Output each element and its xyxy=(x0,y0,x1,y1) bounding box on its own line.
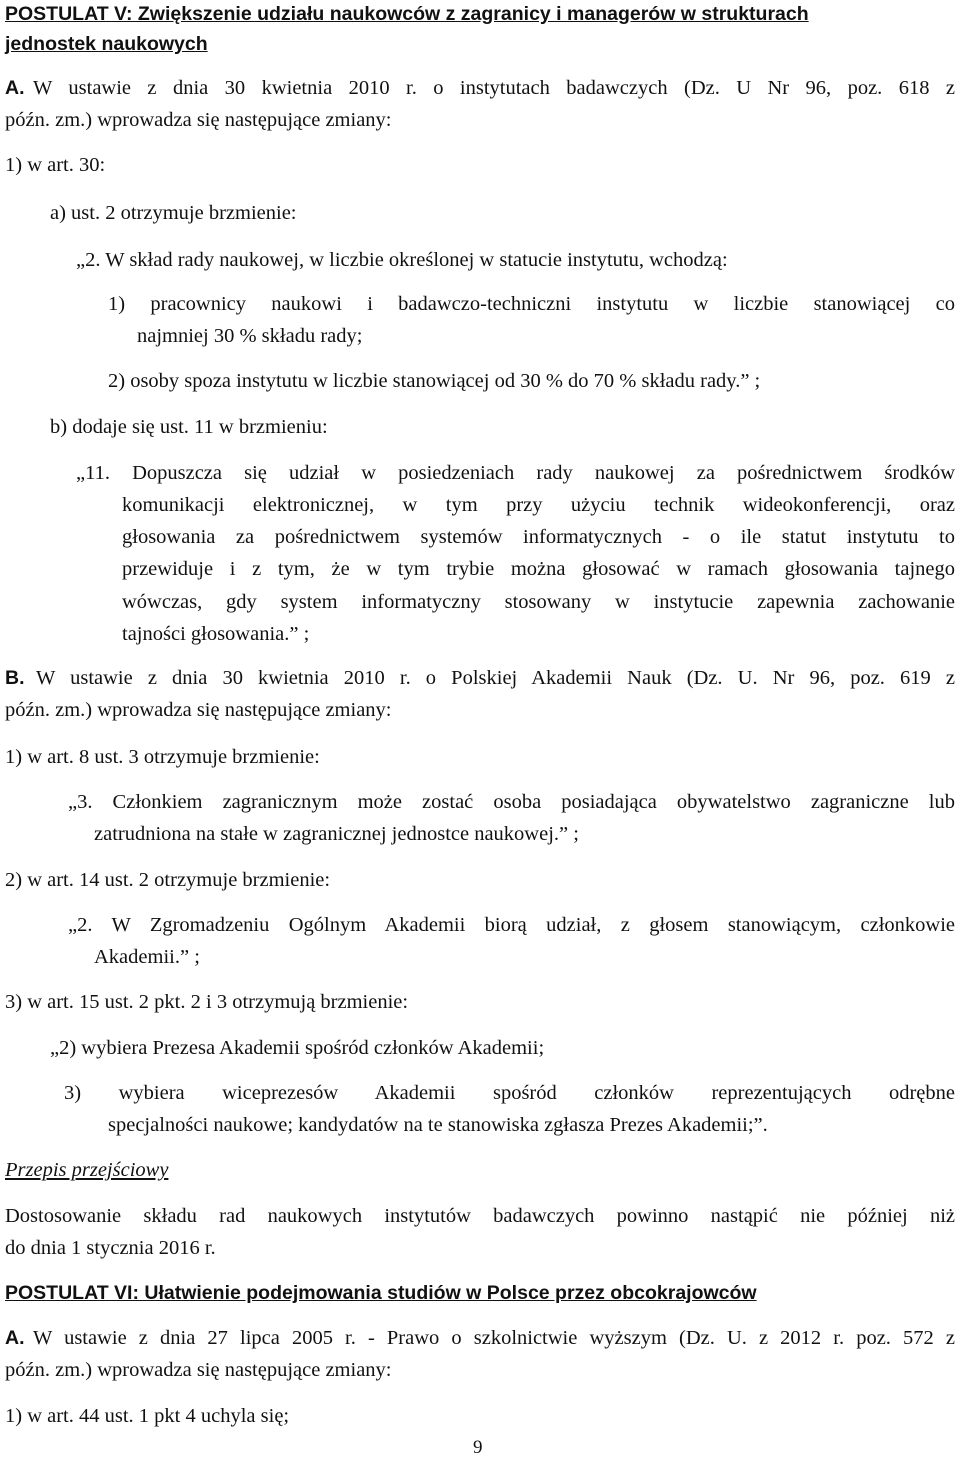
ust-2-point2: 2) osoby spoza instytutu w liczbie stanowiącej od 30 % do 70 % składu rady.” ; xyxy=(108,370,761,392)
ust-11-line5: wówczas, gdy system informatyczny stosowany w instytucie zapewnia zachowanie xyxy=(122,591,955,613)
ust-11-line6: tajności głosowania.” ; xyxy=(122,623,310,645)
ust-11-line2: komunikacji elektronicznej, w tym przy użyciu technik wideokonferencji, oraz xyxy=(122,494,955,516)
art-30-item: 1) w art. 30: xyxy=(5,154,106,176)
transitional-line2: do dnia 1 stycznia 2016 r. xyxy=(5,1237,216,1259)
section-b-intro-line2: późn. zm.) wprowadza się następujące zmiany: xyxy=(5,699,392,721)
art-15-point2: „2) wybiera Prezesa Akademii spośród członków Akademii; xyxy=(50,1037,545,1059)
section-a2-letter: A. xyxy=(5,1327,25,1349)
art-8-text-line2: zatrudniona na stałe w zagranicznej jednostce naukowej.” ; xyxy=(94,823,579,845)
art-15-point3-line1: 3) wybiera wiceprezesów Akademii spośród członków reprezentujących odrębne xyxy=(64,1082,955,1104)
section-b-intro-line1: W ustawie z dnia 30 kwietnia 2010 r. o Polskiej Akademii Nauk (Dz. U. Nr 96, poz. 619 z xyxy=(36,667,955,689)
ust-2-point1-line2: najmniej 30 % składu rady; xyxy=(137,325,363,347)
art-8-text-line1: „3. Członkiem zagranicznym może zostać osoba posiadająca obywatelstwo zagraniczne lub xyxy=(68,791,955,813)
art-14-text-line2: Akademii.” ; xyxy=(94,946,200,968)
art-44-item: 1) w art. 44 ust. 1 pkt 4 uchyla się; xyxy=(5,1405,290,1427)
section-a2-intro-line2: późn. zm.) wprowadza się następujące zmiany: xyxy=(5,1359,392,1381)
art-15-point3-line2: specjalności naukowe; kandydatów na te stanowiska zgłasza Prezes Akademii;”. xyxy=(108,1114,768,1136)
postulat-6-title: POSTULAT VI: Ułatwienie podejmowania studiów w Polsce przez obcokrajowców xyxy=(5,1282,757,1304)
section-a-letter: A. xyxy=(5,77,25,99)
transitional-heading: Przepis przejściowy xyxy=(5,1159,169,1181)
section-a2-intro-line1: W ustawie z dnia 27 lipca 2005 r. - Prawo o szkolnictwie wyższym (Dz. U. z 2012 r. poz. 572 z xyxy=(33,1327,955,1349)
page-number: 9 xyxy=(473,1437,483,1458)
art-8-item: 1) w art. 8 ust. 3 otrzymuje brzmienie: xyxy=(5,746,320,768)
ust-11-line1: „11. Dopuszcza się udział w posiedzeniach rady naukowej za pośrednictwem środków xyxy=(76,462,955,484)
transitional-line1: Dostosowanie składu rad naukowych instytutów badawczych powinno nastąpić nie później niż xyxy=(5,1205,955,1227)
section-a-intro-line2: późn. zm.) wprowadza się następujące zmiany: xyxy=(5,109,392,131)
art-14-item: 2) w art. 14 ust. 2 otrzymuje brzmienie: xyxy=(5,869,331,891)
art-14-text-line1: „2. W Zgromadzeniu Ogólnym Akademii biorą udział, z głosem stanowiącym, członkowie xyxy=(68,914,955,936)
ust-2-point1-line1: 1) pracownicy naukowi i badawczo-techniczni instytutu w liczbie stanowiącej co xyxy=(108,293,955,315)
ust-11-line3: głosowania za pośrednictwem systemów informatycznych - o ile statut instytutu to xyxy=(122,526,955,548)
section-a-intro-line1: W ustawie z dnia 30 kwietnia 2010 r. o instytutach badawczych (Dz. U Nr 96, poz. 618 z xyxy=(33,77,955,99)
ust-11-line4: przewiduje i z tym, że w tym trybie można głosować w ramach głosowania tajnego xyxy=(122,558,955,580)
section-b-letter: B. xyxy=(5,667,25,689)
postulat-5-title-line2: jednostek naukowych xyxy=(5,33,208,55)
ust-2-item: a) ust. 2 otrzymuje brzmienie: xyxy=(50,202,297,224)
ust-2-text: „2. W skład rady naukowej, w liczbie określonej w statucie instytutu, wchodzą: xyxy=(76,249,728,271)
postulat-5-title-line1: POSTULAT V: Zwiększenie udziału naukowców z zagranicy i managerów w strukturach xyxy=(5,3,809,25)
ust-11-item: b) dodaje się ust. 11 w brzmieniu: xyxy=(50,416,328,438)
art-15-item: 3) w art. 15 ust. 2 pkt. 2 i 3 otrzymują brzmienie: xyxy=(5,991,409,1013)
